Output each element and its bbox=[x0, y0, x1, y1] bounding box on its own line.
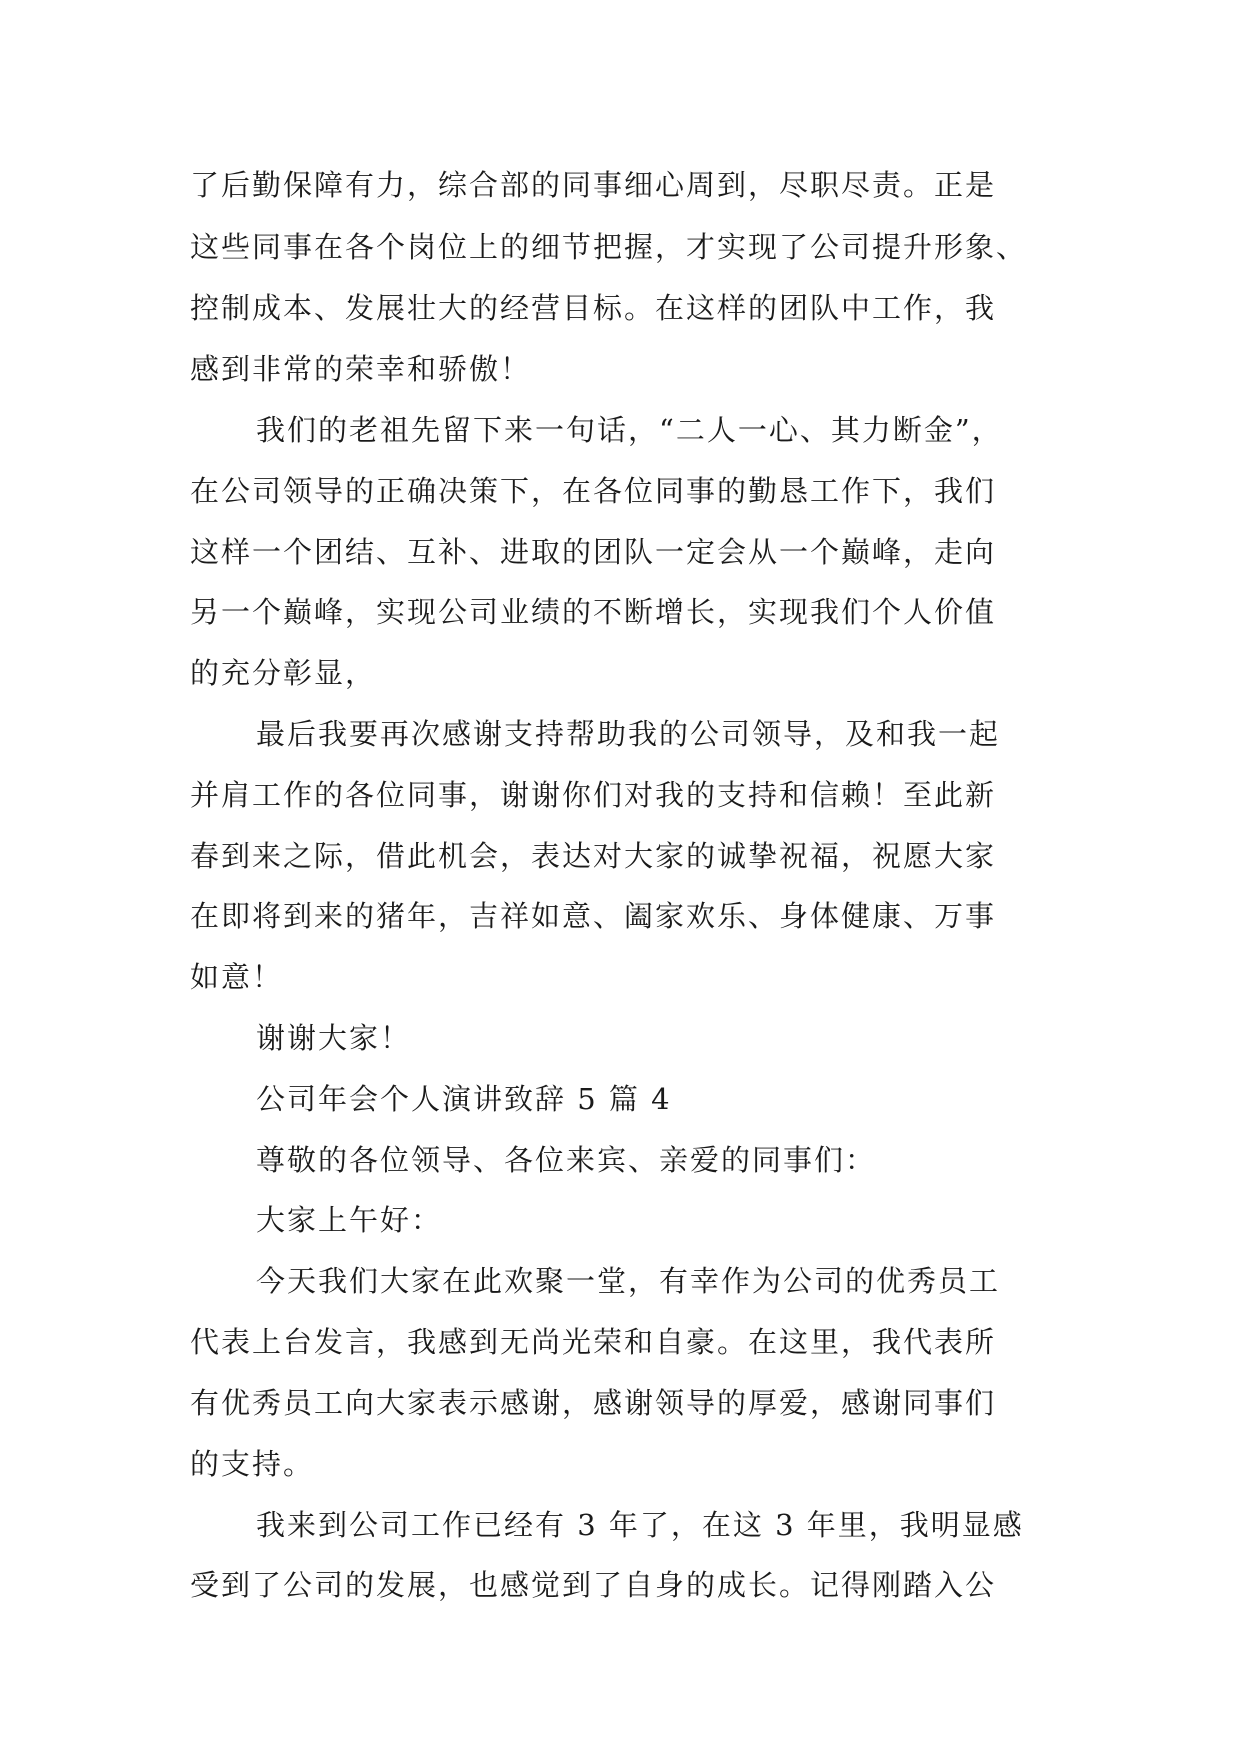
text-line: 春到来之际，借此机会，表达对大家的诚挚祝福，祝愿大家 bbox=[190, 839, 997, 873]
text-line: 在即将到来的猪年，吉祥如意、阖家欢乐、身体健康、万事 bbox=[190, 899, 997, 933]
salutation-line: 尊敬的各位领导、各位来宾、亲爱的同事们： bbox=[256, 1143, 877, 1177]
text-line: 控制成本、发展壮大的经营目标。在这样的团队中工作，我 bbox=[190, 291, 997, 325]
text-line: 的充分彰显， bbox=[190, 656, 377, 690]
text-line: 代表上台发言，我感到无尚光荣和自豪。在这里，我代表所 bbox=[190, 1325, 997, 1359]
paragraph-start-line: 我来到公司工作已经有 3 年了，在这 3 年里，我明显感 bbox=[256, 1508, 1024, 1542]
paragraph-start-line: 今天我们大家在此欢聚一堂，有幸作为公司的优秀员工 bbox=[256, 1264, 1001, 1298]
text-line: 的支持。 bbox=[190, 1447, 315, 1481]
text-line: 在公司领导的正确决策下，在各位同事的勤恳工作下，我们 bbox=[190, 474, 997, 508]
text-line: 有优秀员工向大家表示感谢，感谢领导的厚爱，感谢同事们 bbox=[190, 1386, 997, 1420]
text-line: 如意！ bbox=[190, 960, 284, 994]
greeting-line: 大家上午好： bbox=[256, 1203, 443, 1237]
text-line: 感到非常的荣幸和骄傲！ bbox=[190, 352, 532, 386]
text-line: 这些同事在各个岗位上的细节把握，才实现了公司提升形象、 bbox=[190, 230, 1028, 264]
paragraph-start-line: 我们的老祖先留下来一句话，“二人一心、其力断金”， bbox=[256, 413, 1003, 447]
section-heading: 公司年会个人演讲致辞 5 篇 4 bbox=[256, 1082, 672, 1116]
closing-line: 谢谢大家！ bbox=[256, 1021, 412, 1055]
paragraph-start-line: 最后我要再次感谢支持帮助我的公司领导，及和我一起 bbox=[256, 717, 1001, 751]
text-line: 并肩工作的各位同事，谢谢你们对我的支持和信赖！至此新 bbox=[190, 778, 997, 812]
text-line: 了后勤保障有力，综合部的同事细心周到，尽职尽责。正是 bbox=[190, 168, 997, 202]
text-line: 这样一个团结、互补、进取的团队一定会从一个巅峰，走向 bbox=[190, 535, 997, 569]
text-line: 另一个巅峰，实现公司业绩的不断增长，实现我们个人价值 bbox=[190, 595, 997, 629]
text-line: 受到了公司的发展，也感觉到了自身的成长。记得刚踏入公 bbox=[190, 1568, 997, 1602]
